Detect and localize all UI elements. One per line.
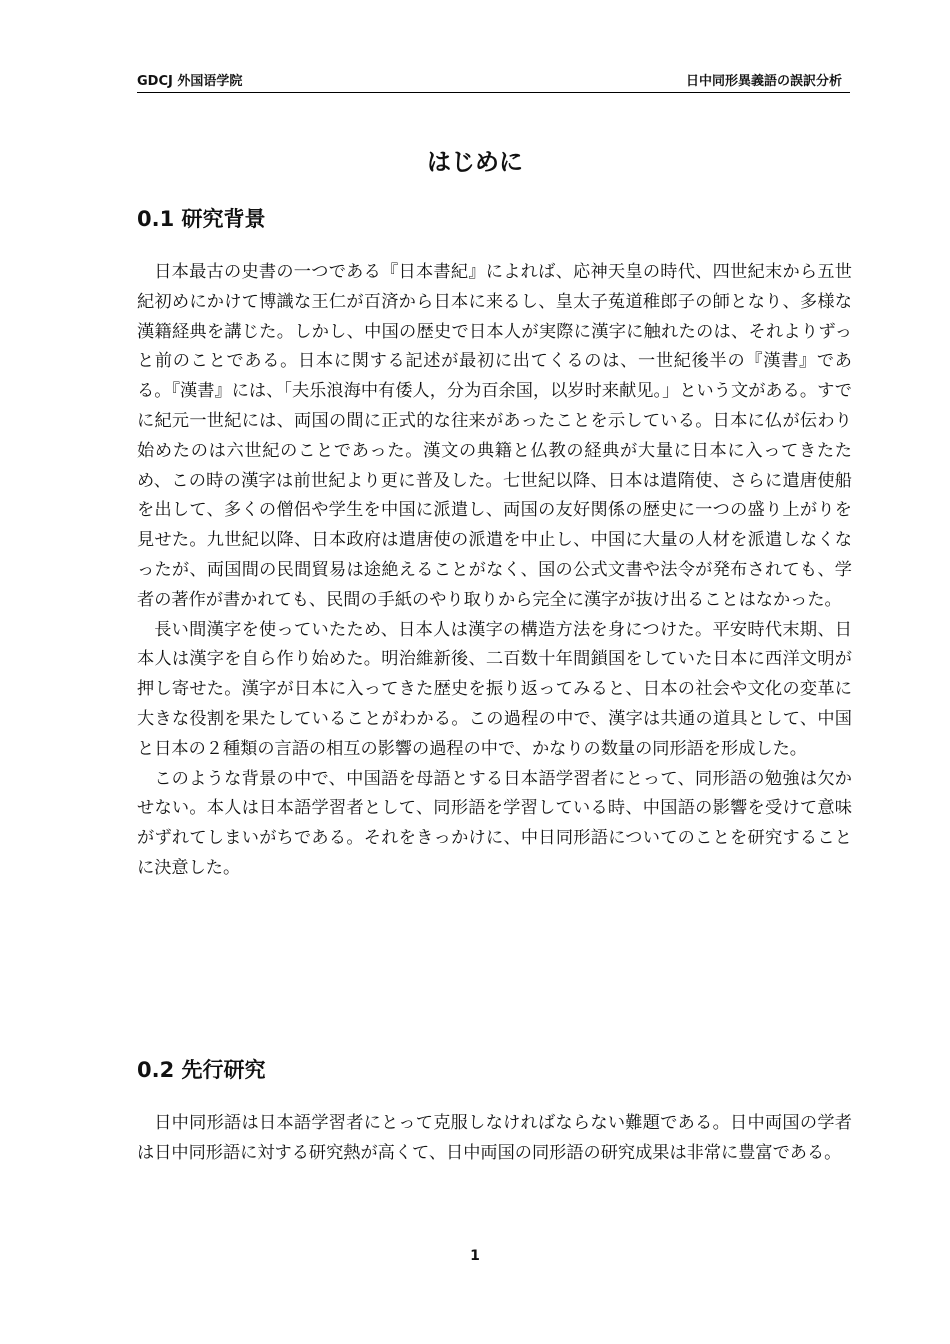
paragraph: 日中同形語は日本語学習者にとって克服しなければならない難題である。日中両国の学者は日中同形語に対する研究熱が高くて、日中両国の同形語の研究成果は非常に豊富である。 — [137, 1113, 852, 1163]
header-institution: GDCJ 外国语学院 — [137, 74, 243, 89]
running-header — [137, 70, 850, 93]
paragraph: 長い間漢字を使っていたため、日本人は漢字の構造方法を身につけた。平安時代末期、日本人は漢字を自ら作り始めた。明治維新後、二百数十年間鎖国をしていた日本に西洋文明が押し寄せた。漢字が日本に入ってきた歴史を振り返ってみると、日本の社会や文化の変革に大きな役割を果たしていることがわかる。この過程の中で、漢字は共通の道具として、中国と日本の２種類の言語の相互の影響の過程の中で、かなりの数量の同形語を形成した。 — [137, 619, 852, 759]
paragraph: このような背景の中で、中国語を母語とする日本語学習者にとって、同形語の勉強は欠かせない。本人は日本語学習者として、同形語を学習している時、中国語の影響を受けて意味がずれてしまいがちである。それをきっかけに、中日同形語についてのことを研究することに決意した。 — [137, 768, 852, 878]
chapter-title: はじめに — [427, 148, 523, 176]
page-number: 1 — [470, 1248, 480, 1264]
section-body-prior-research — [137, 1109, 852, 1169]
section-body-background — [137, 258, 852, 884]
section-heading-background: 0.1 研究背景 — [137, 207, 266, 231]
section-heading-prior-research: 0.2 先行研究 — [137, 1058, 266, 1082]
paragraph: 日本最古の史書の一つである『日本書紀』によれば、応神天皇の時代、四世紀末から五世紀初めにかけて博識な王仁が百済から日本に来るし、皇太子菟道稚郎子の師となり、多様な漢籍経典を講じた。しかし、中国の歴史で日本人が実際に漢字に触れたのは、それよりずっと前のことである。日本に関する記述が最初に出てくるのは、一世紀後半の『漢書』である。『漢書』には、「夫乐浪海中有倭人，分为百余国，以岁时来献见。」という文がある。すでに紀元一世紀には、両国の間に正式的な往来があったことを示している。日本に仏が伝わり始めたのは六世紀のことであった。漢文の典籍と仏教の経典が大量に日本に入ってきたため、この時の漢字は前世紀より更に普及した。七世紀以降、日本は遣隋使、さらに遣唐使船を出して、多くの僧侶や学生を中国に派遣し、両国の友好関係の歴史に一つの盛り上がりを見せた。九世紀以降、日本政府は遣唐使の派遣を中止し、中国に大量の人材を派遣しなくなったが、両国間の民間貿易は途絶えることがなく、国の公式文書や法令が発布されても、学者の著作が書かれても、民間の手紙のやり取りから完全に漢字が抜け出ることはなかった。 — [137, 262, 852, 610]
header-paper-title: 日中同形異義語の誤訳分析 — [685, 74, 842, 89]
